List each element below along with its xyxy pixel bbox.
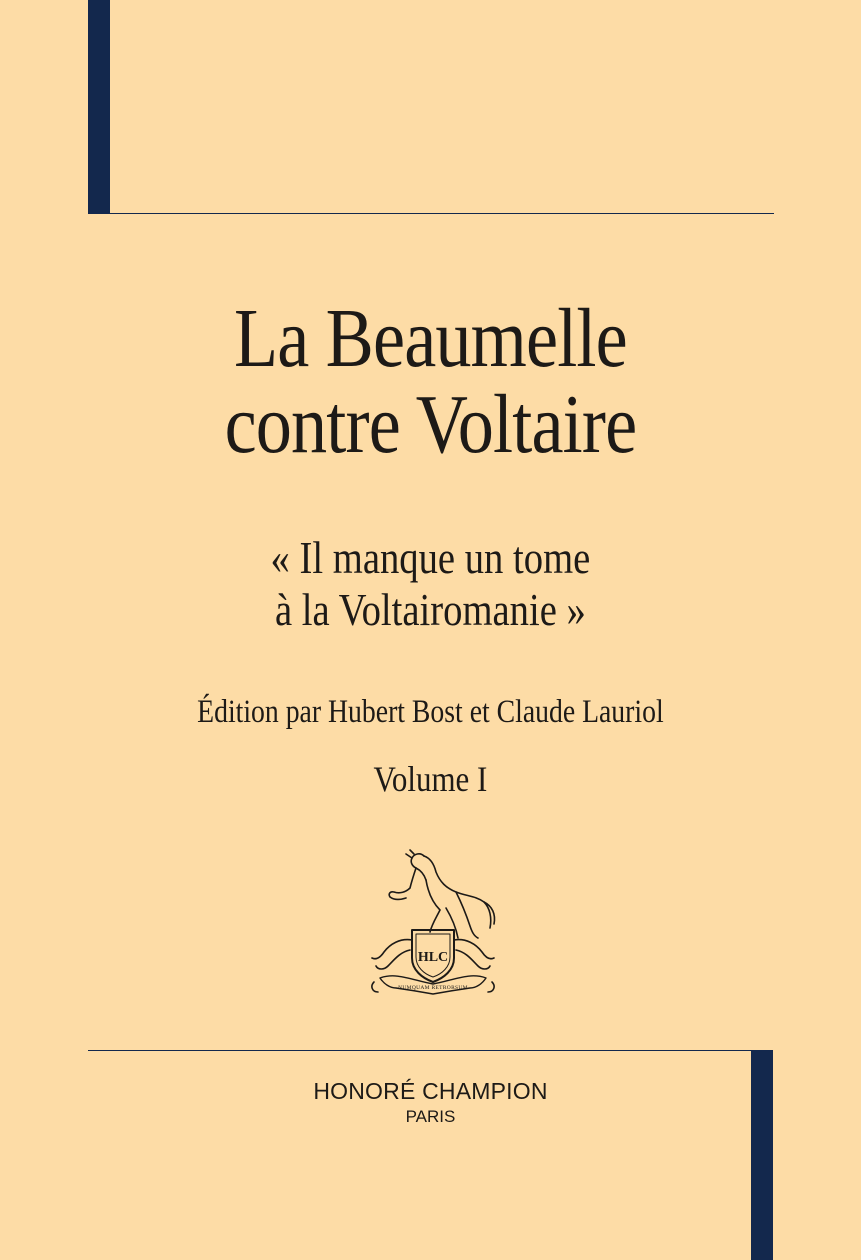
- subtitle-line-2: à la Voltairomanie »: [274, 584, 586, 635]
- book-title: [60, 292, 800, 471]
- publisher-city: PARIS: [405, 1107, 456, 1126]
- top-rule: [110, 213, 774, 214]
- subtitle-line-1: « Il manque un tome: [270, 532, 591, 583]
- book-subtitle: [69, 532, 792, 636]
- publisher-name: HONORÉ CHAMPION: [313, 1078, 548, 1104]
- editors-line: Édition par Hubert Bost et Claude Lauriol: [197, 694, 664, 730]
- title-line-1: La Beaumelle: [234, 292, 627, 385]
- horse-crest-emblem-icon: [366, 848, 500, 998]
- top-left-accent-bar: [88, 0, 110, 214]
- bottom-rule: [88, 1050, 751, 1051]
- svg-text:HLC: HLC: [417, 950, 449, 965]
- svg-text:NUMQUAM RETRORSUM: NUMQUAM RETRORSUM: [398, 985, 468, 991]
- volume-label: Volume I: [373, 759, 488, 799]
- title-line-2: contre Voltaire: [224, 378, 637, 471]
